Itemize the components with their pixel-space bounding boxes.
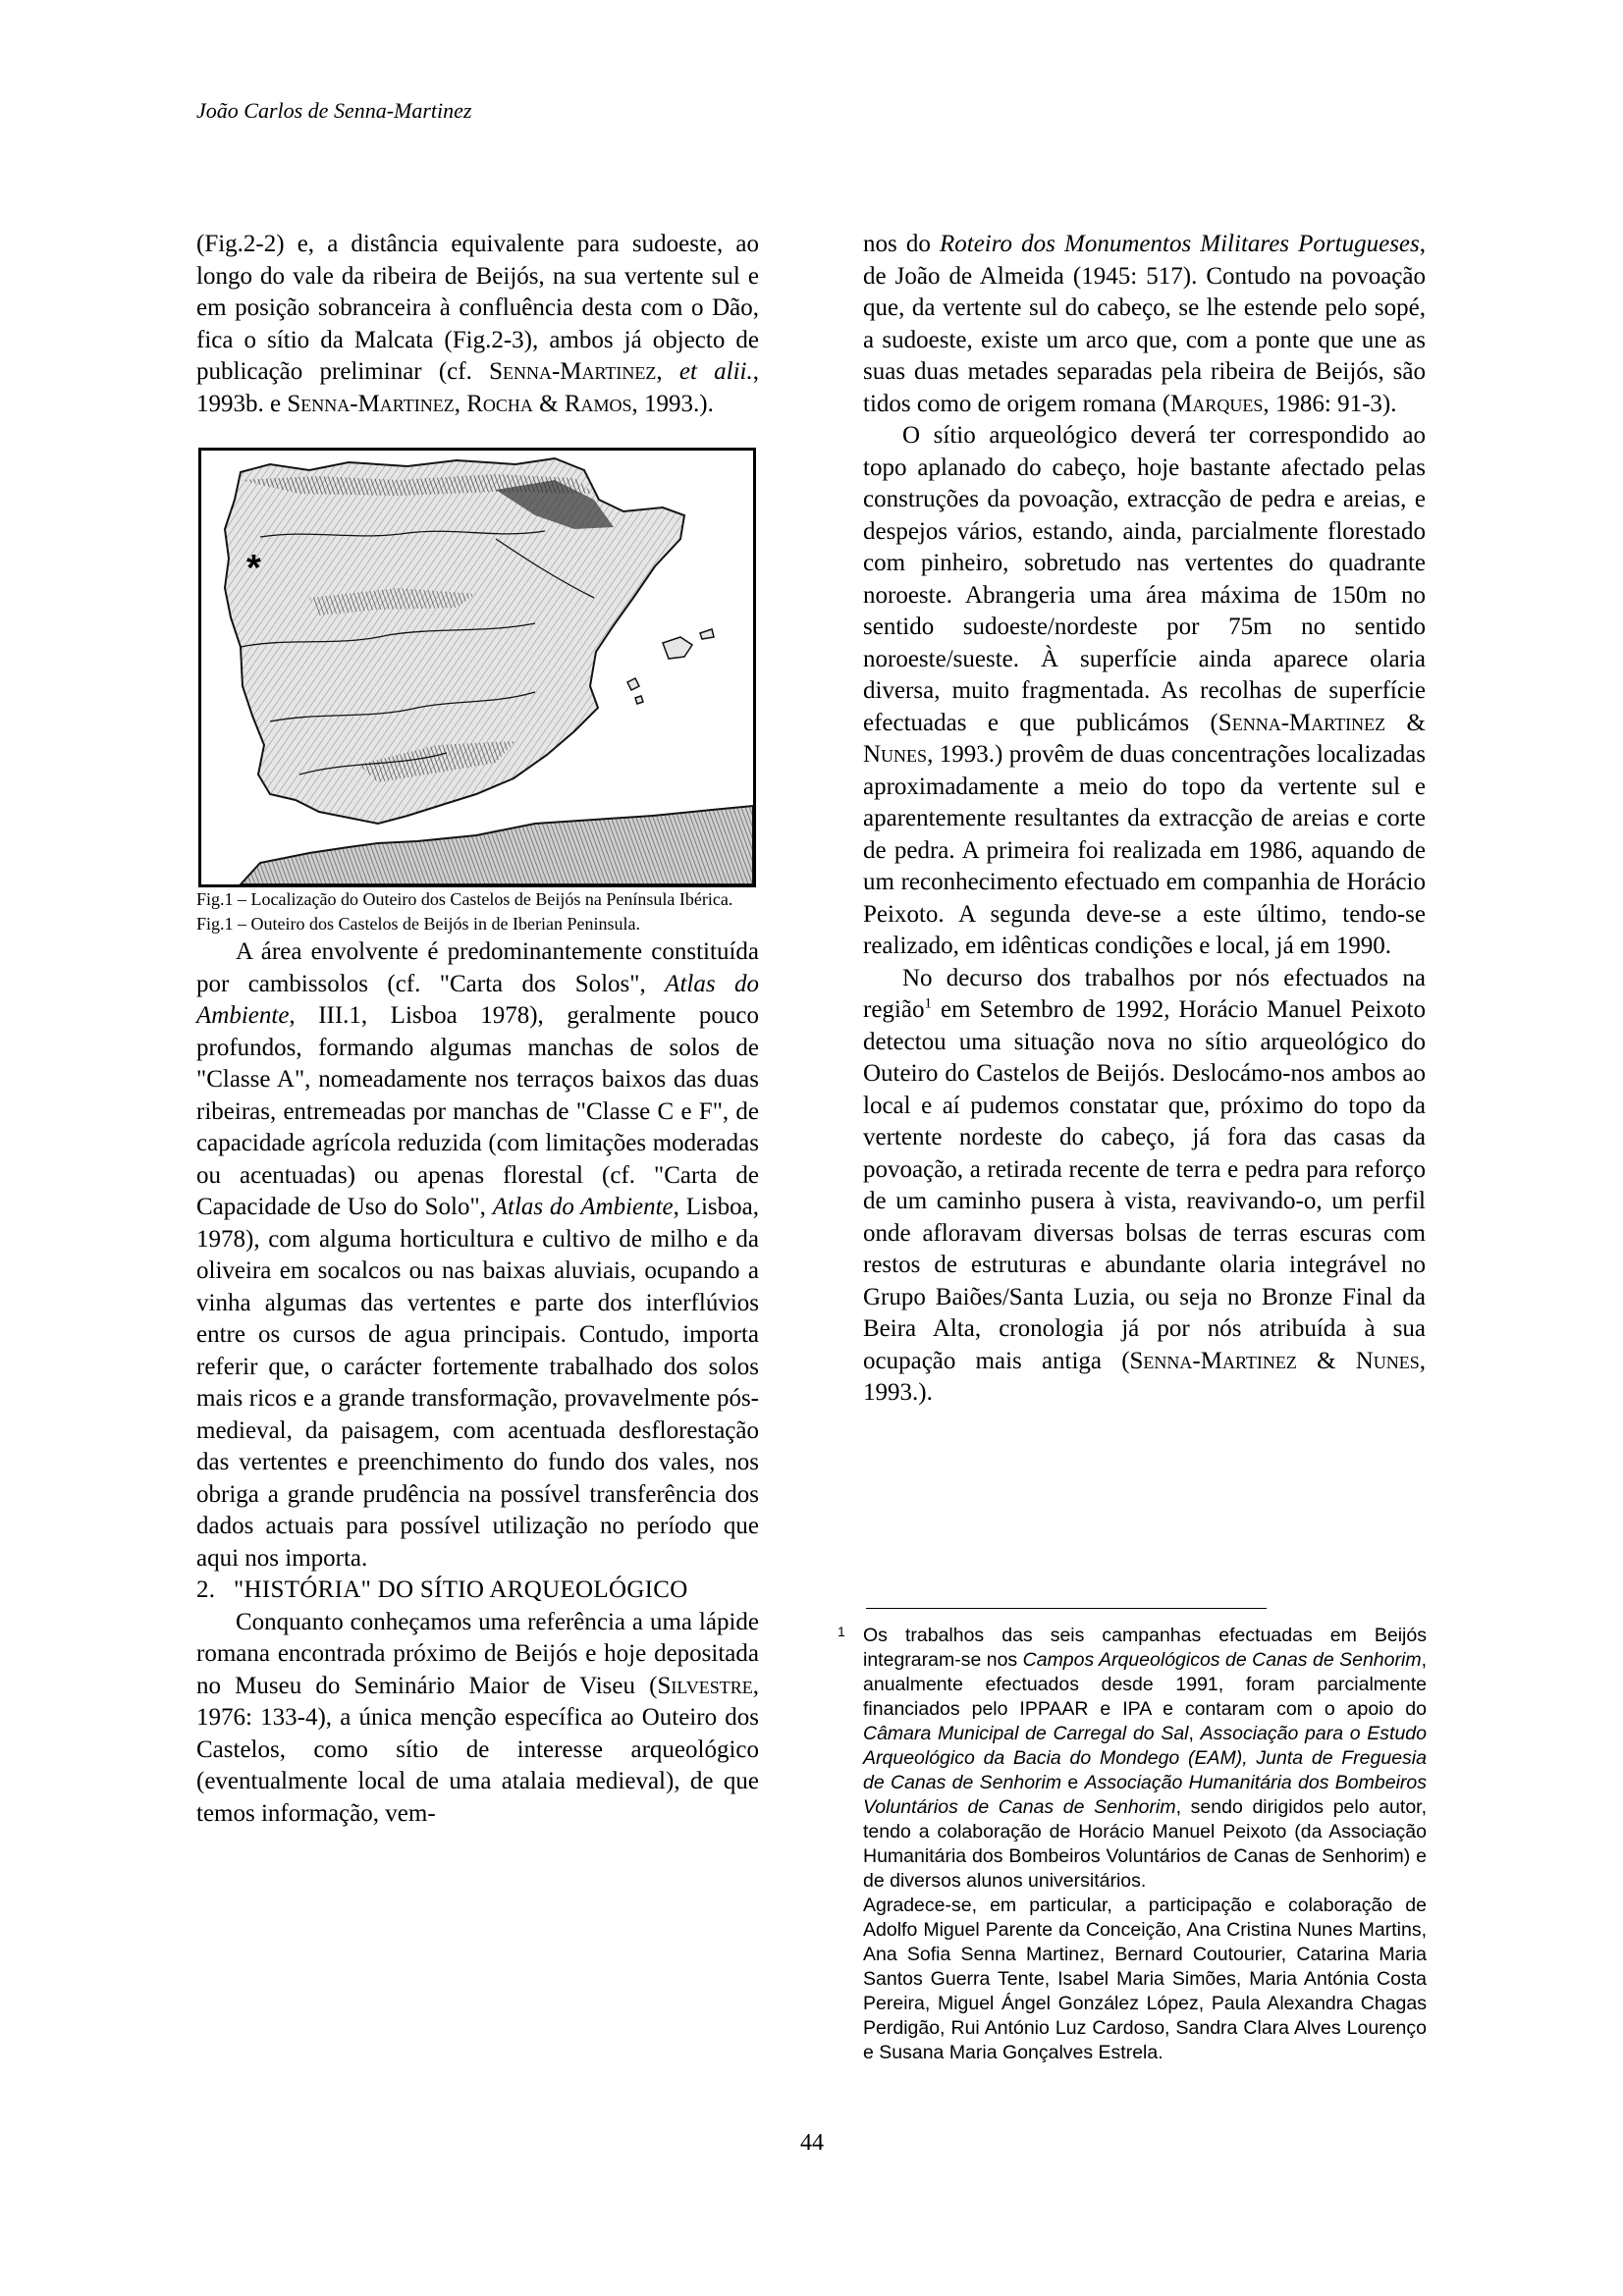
- map-drawing: [201, 451, 753, 884]
- paragraph: No decurso dos trabalhos por nós efectuados na região$^1$ em Setembro de 1992, Horácio Manuel Peixoto detectou uma situação nova no sítio arqueológico do Outeiro do Castelos de Beijós. Deslocámo-nos ambos ao local e aí pudemos constatar que, próximo do topo da vertente nordeste do cabeço, já fora das casas da povoação, a retirada recente de terra e pedra para reforço de um caminho pusera à vista, reavivando-o, um perfil onde afloravam diversas bolsas de terras escuras com restos de estruturas e abundante olaria integrável no Grupo Baiões/Santa Luzia, ou seja no Bronze Final da Beira Alta, cronologia já por nós atribuída à sua ocupação mais antiga (Senna-Martinez & Nunes, 1993.).: [863, 964, 1426, 1406]
- page-number: 44: [800, 2130, 824, 2156]
- formentera: [635, 696, 643, 704]
- running-head: João Carlos de Senna-Martinez: [196, 98, 472, 123]
- section-number: 2.: [196, 1576, 216, 1603]
- footnote-paragraph: Os trabalhos das seis campanhas efectuadas em Beijós integraram-se nos Campos Arqueológicos de Canas de Senhorim, anualmente efectuados desde 1991, foram parcialmente financiados pelo IPPAAR e IPA e contaram com o apoio do Câmara Municipal de Carregal do Sal, Associação para o Estudo Arqueológico da Bacia do Mondego (EAM), Junta de Freguesia de Canas de Senhorim e Associação Humanitária dos Bombeiros Voluntários de Canas de Senhorim, sendo dirigidos pelo autor, tendo a colaboração de Horácio Manuel Peixoto (da Associação Humanitária dos Bombeiros Voluntários de Canas de Senhorim) e de diversos alunos universitários.: [863, 1625, 1427, 1892]
- citation: Ramos: [564, 390, 632, 417]
- atlas-title: Atlas do Ambiente: [196, 970, 759, 1029]
- paragraph: A área envolvente é predominantemente constituída por cambissolos (cf. "Carta dos Solos", Atlas do Ambiente, III.1, Lisboa 1978), geralmente pouco profundos, formando algumas manchas de solos de "Classe A", nomeadamente nos terraços baixos das duas ribeiras, entremeadas por manchas de "Classe C e F", de capacidade agrícola reduzida (com limitações moderadas ou acentuadas) ou apenas florestal (cf. "Carta de Capacidade de Uso do Solo", Atlas do Ambiente, Lisboa, 1978), com alguma horticultura e cultivo de milho e da oliveira em socalcos ou nas baixas aluviais, ocupando a vinha algumas das vertentes e parte dos interflúvios entre os cursos de agua principais. Contudo, importa referir que, o carácter fortemente trabalhado dos solos mais ricos e a grande transformação, provavelmente pós-medieval, da paisagem, com acentuada desflorestação das vertentes e preenchimento do fundo dos vales, nos obriga a grande prudência na possível transferência dos dados actuais para possível utilização no período que aqui nos importa.: [196, 938, 760, 1572]
- citation: Silvestre: [657, 1672, 753, 1699]
- section-heading: [196, 1575, 759, 1607]
- footnote-mark: 1: [838, 1624, 845, 1639]
- site-marker-asterisk: *: [246, 548, 261, 589]
- citation: Senna-Martinez: [1129, 1347, 1297, 1374]
- atlas-relief: [241, 806, 753, 884]
- figure-caption-pt: Fig.1 – Localização do Outeiro dos Castelos de Beijós na Península Ibérica.: [196, 889, 733, 909]
- citation: Nunes: [1355, 1347, 1420, 1374]
- book-title: Roteiro dos Monumentos Militares Portugueses: [939, 231, 1420, 257]
- footnote-separator: [866, 1608, 1267, 1609]
- paragraph: Conquanto conheçamos uma referência a uma lápide romana encontrada próximo de Beijós e hoje depositada no Museu do Seminário Maior de Viseu (Silvestre, 1976: 133-4), a única menção específica ao Outeiro dos Castelos, como sítio de interesse arqueológico (eventualmente local de uma atalaia medieval), de que temos informação, vem-: [196, 1608, 759, 1827]
- figure-caption-en: Fig.1 – Outeiro dos Castelos de Beijós in de Iberian Peninsula.: [196, 914, 640, 934]
- ibiza: [627, 678, 639, 690]
- right-column: [863, 229, 1426, 1410]
- paragraph: nos do Roteiro dos Monumentos Militares Portugueses, de João de Almeida (1945: 517). Contudo na povoação que, da vertente sul do cabeço, se lhe estende pelo sopé, a sudoeste, existe um arco que, com a ponte que une as suas duas metades separadas pela ribeira de Beijós, são tidos como de origem romana (Marques, 1986: 91-3).: [863, 231, 1426, 417]
- mallorca: [663, 637, 692, 659]
- atlas-title: Atlas do Ambiente: [492, 1194, 674, 1220]
- footnote: [838, 1624, 1427, 2065]
- citation: Senna-Martinez, Rocha: [287, 390, 533, 417]
- citation: Senna-Martinez: [1217, 709, 1386, 736]
- citation: Nunes: [863, 741, 928, 768]
- footnote-body: [863, 1624, 1427, 2065]
- menorca: [700, 629, 714, 639]
- citation: Marques: [1170, 390, 1264, 417]
- citation: Senna-Martinez: [489, 358, 657, 385]
- paragraph: (Fig.2-2) e, a distância equivalente para sudoeste, ao longo do vale da ribeira de Beijós, na sua vertente sul e em posição sobranceira à confluência desta com o Dão, fica o sítio da Malcata (Fig.2-3), ambos já objecto de publicação preliminar (cf. Senna-Martinez, et alii., 1993b. e Senna-Martinez, Rocha & Ramos, 1993.).: [196, 231, 759, 417]
- footnote-paragraph: Agradece-se, em particular, a participação e colaboração de Adolfo Miguel Parente da Conceição, Ana Cristina Nunes Martins, Ana Sofia Senna Martinez, Bernard Coutourier, Catarina Maria Santos Guerra Tente, Isabel Maria Simões, Maria Antónia Costa Pereira, Miguel Ángel González López, Paula Alexandra Chagas Perdigão, Rui António Luz Cardoso, Sandra Clara Alves Lourenço e Susana Maria Gonçalves Estrela.: [863, 1895, 1427, 2063]
- paragraph: O sítio arqueológico deverá ter correspondido ao topo aplanado do cabeço, hoje bastante afectado pelas construções da povoação, extracção de pedra e areias, e despejos vários, estando, ainda, parcialmente florestado com pinheiro, sobretudo nas vertentes do quadrante noroeste. Abrangeria uma área máxima de 150m no sentido sudoeste/nordeste por 75m no sentido noroeste/sueste. À superfície ainda aparece olaria diversa, muito fragmentada. As recolhas de superfície efectuadas e que publicámos (Senna-Martinez & Nunes, 1993.) provêm de duas concentrações localizadas aproximadamente a meio do topo da vertente sul e aparentemente resultantes da extracção de areias e corte de pedra. A primeira foi realizada em 1986, aquando de um reconhecimento efectuado em companhia de Horácio Peixoto. A segunda deve-se a este último, tendo-se realizado, em idênticas condições e local, já em 1990.: [863, 422, 1426, 959]
- footnote-reference[interactable]: 1: [924, 995, 932, 1012]
- left-column: [196, 229, 759, 1830]
- citation-etalii: et alii.: [678, 358, 753, 385]
- section-title: "HISTÓRIA" DO SÍTIO ARQUEOLÓGICO: [234, 1576, 688, 1603]
- figure-1: [196, 448, 759, 936]
- iberian-peninsula-map: [198, 448, 756, 887]
